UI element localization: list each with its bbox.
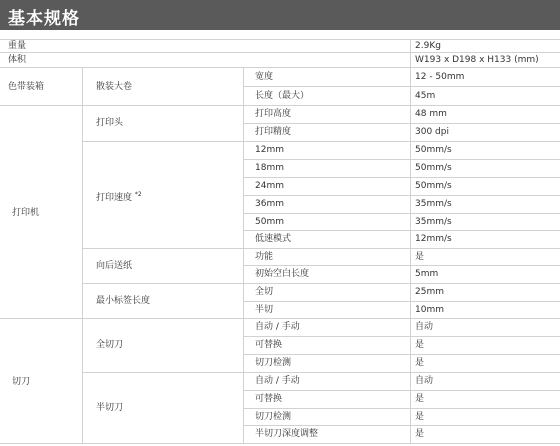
spec-item-label: 功能 (255, 252, 274, 262)
col-divider (410, 39, 411, 444)
spec-item-label: 切刀检测 (255, 412, 292, 422)
spec-item-value: 自动 (415, 322, 434, 332)
weight-value: 2.9Kg (415, 41, 441, 51)
printer-group-label: 打印机 (12, 208, 40, 218)
col-divider (243, 67, 244, 444)
row-divider (82, 283, 560, 284)
spec-item-label: 12mm (255, 145, 284, 155)
spec-item-value: 300 dpi (415, 127, 449, 137)
half-cutter-label: 半切刀 (96, 403, 124, 413)
spec-item-label: 自动 / 手动 (255, 322, 300, 332)
spec-item-value: 是 (415, 394, 425, 404)
spec-item-value: 50mm/s (415, 181, 452, 191)
row-divider (0, 39, 560, 40)
print-head-label: 打印头 (96, 118, 124, 128)
row-divider (243, 86, 560, 87)
ribbon-group-label: 色带装箱 (8, 82, 45, 92)
row-divider (82, 372, 560, 373)
spec-item-label: 低速模式 (255, 234, 292, 244)
spec-item-value: 是 (415, 252, 425, 262)
title-bar (0, 0, 560, 30)
spec-item-value: 12 - 50mm (415, 72, 465, 82)
spec-item-label: 50mm (255, 217, 284, 227)
spec-item-label: 18mm (255, 163, 284, 173)
col-divider (82, 67, 83, 444)
row-divider (0, 105, 560, 106)
spec-item-value: 25mm (415, 287, 444, 297)
cutter-group-label: 切刀 (12, 377, 31, 387)
spec-item-label: 24mm (255, 181, 284, 191)
spec-item-value: 12mm/s (415, 234, 452, 244)
spec-item-label: 打印精度 (255, 127, 292, 137)
row-divider (0, 52, 560, 53)
row-divider (0, 318, 560, 319)
volume-value: W193 x D198 x H133 (mm) (415, 55, 539, 65)
spec-item-label: 宽度 (255, 72, 274, 82)
row-divider (82, 248, 560, 249)
spec-item-label: 切刀检测 (255, 358, 292, 368)
full-cutter-label: 全切刀 (96, 340, 124, 350)
spec-item-label: 长度（最大） (255, 91, 310, 101)
spec-item-label: 初始空白长度 (255, 269, 310, 279)
ribbon-sub-label: 散装大卷 (96, 82, 133, 92)
row-divider (243, 213, 560, 214)
spec-item-value: 35mm/s (415, 217, 452, 227)
volume-label: 体积 (8, 55, 27, 65)
row-divider (243, 390, 560, 391)
min-label-length-label: 最小标签长度 (96, 296, 151, 306)
spec-item-value: 35mm/s (415, 199, 452, 209)
row-divider (243, 336, 560, 337)
spec-item-value: 10mm (415, 305, 444, 315)
spec-item-label: 36mm (255, 199, 284, 209)
row-divider (243, 195, 560, 196)
row-divider (243, 230, 560, 231)
back-feed-label: 向后送纸 (96, 261, 133, 271)
spec-item-value: 5mm (415, 269, 439, 279)
row-divider (243, 301, 560, 302)
print-speed-label: 打印速度 $^{*2}$ (96, 191, 142, 203)
row-divider (243, 159, 560, 160)
row-divider (0, 67, 560, 68)
spec-item-label: 自动 / 手动 (255, 376, 300, 386)
row-divider (243, 177, 560, 178)
weight-label: 重量 (8, 41, 27, 51)
spec-item-value: 是 (415, 340, 425, 350)
spec-item-label: 可替换 (255, 394, 283, 404)
spec-item-label: 打印高度 (255, 109, 292, 119)
page-title: 基本规格 (8, 9, 80, 29)
row-divider (243, 354, 560, 355)
spec-item-value: 50mm/s (415, 163, 452, 173)
spec-item-value: 自动 (415, 376, 434, 386)
spec-item-value: 50mm/s (415, 145, 452, 155)
spec-item-value: 45m (415, 91, 436, 101)
spec-item-label: 全切 (255, 287, 274, 297)
spec-item-value: 48 mm (415, 109, 447, 119)
row-divider (82, 141, 560, 142)
footnote-mark: *2 (134, 191, 142, 198)
spec-item-value: 是 (415, 412, 425, 422)
row-divider (243, 408, 560, 409)
spec-item-value: 是 (415, 358, 425, 368)
spec-item-label: 半切刀深度调整 (255, 429, 319, 439)
row-divider (243, 265, 560, 266)
spec-item-label: 可替换 (255, 340, 283, 350)
row-divider (0, 443, 560, 444)
spec-item-value: 是 (415, 429, 425, 439)
row-divider (243, 425, 560, 426)
spec-item-label: 半切 (255, 305, 274, 315)
row-divider (243, 123, 560, 124)
